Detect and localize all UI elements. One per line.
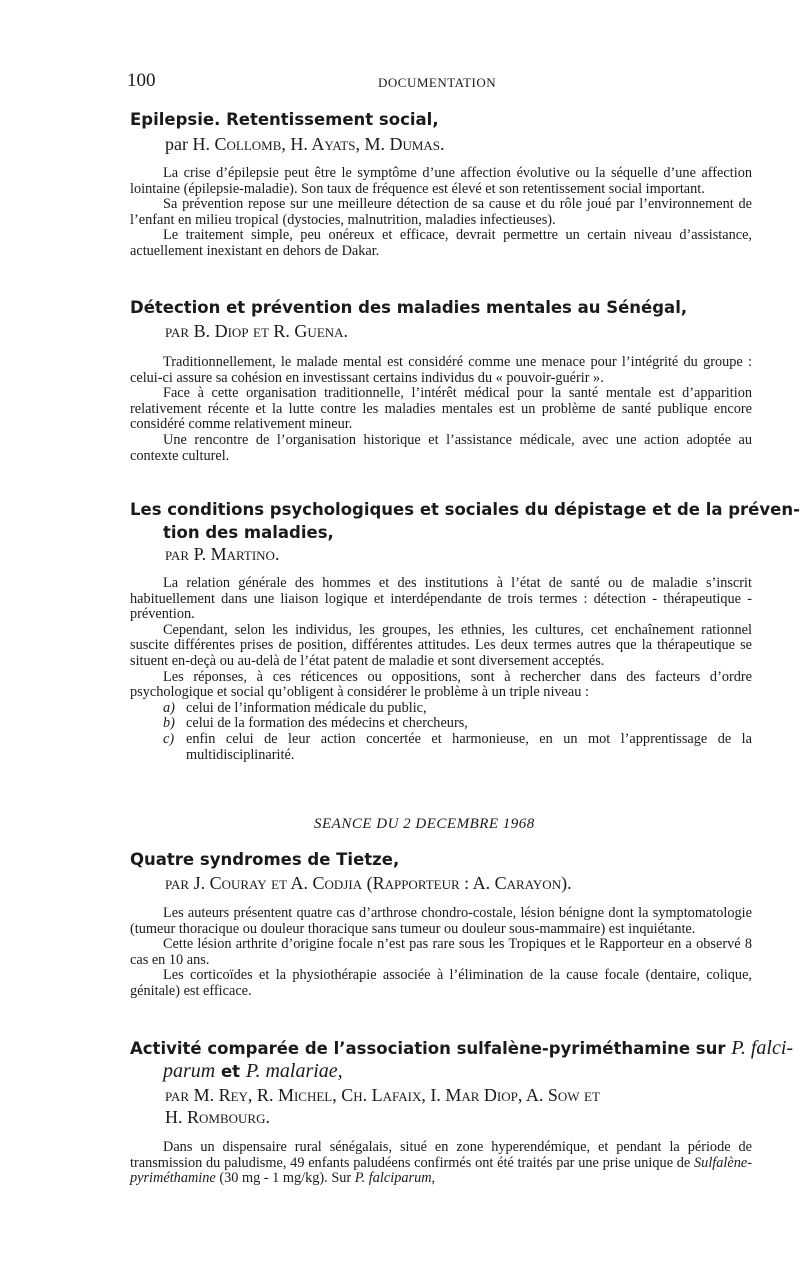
article-title-conditions-line2: tion des maladies, bbox=[163, 523, 334, 542]
paragraph: La relation générale des hommes et des institutions à l’état de santé ou de maladie s’inscrit habituellement dans une liaison logique et interdépendante de trois termes : détection - thérapeutique - prévention. bbox=[130, 575, 752, 623]
article-authors-detection: par B. Diop et R. Guena. bbox=[165, 321, 349, 341]
page-number: 100 bbox=[127, 70, 156, 91]
article-body-activite bbox=[130, 1140, 752, 1187]
article-authors-activite-line2: H. Rombourg. bbox=[165, 1107, 270, 1127]
article-body-detection bbox=[130, 355, 752, 464]
article-title-conditions: Les conditions psychologiques et sociales du dépistage et de la préven- bbox=[130, 500, 800, 519]
list-item-c: c) enfin celui de leur action concertée et harmonieuse, en un mot l’apprentissage de la multidisciplinarité. bbox=[163, 730, 752, 763]
paragraph: Dans un dispensaire rural sénégalais, situé en zone hyperendémique, et pendant la période de transmission du paludisme, 49 enfants paludéens confirmés ont été traités par une prise unique de Sulfalène-pyriméthamine (30 mg - 1 mg/kg). Sur P. falciparum, bbox=[130, 1139, 752, 1187]
article-body-tietze bbox=[130, 906, 752, 1000]
article-body-epilepsie bbox=[130, 166, 752, 260]
article-title-detection: Détection et prévention des maladies mentales au Sénégal, bbox=[130, 298, 688, 317]
paragraph: Le traitement simple, peu onéreux et efficace, devrait permettre un certain niveau d’assistance, actuellement inexistant en dehors de Dakar. bbox=[130, 227, 752, 259]
article-authors-activite: par M. Rey, R. Michel, Ch. Lafaix, I. Mar Diop, A. Sow et bbox=[165, 1085, 600, 1105]
article-title-tietze: Quatre syndromes de Tietze, bbox=[130, 850, 400, 869]
paragraph: Face à cette organisation traditionnelle, l’intérêt médical pour la santé mentale est d’apparition relativement récente et la lutte contre les maladies mentales est un problème de santé publique encore considéré comme relativement mineur. bbox=[130, 385, 752, 433]
article-title-epilepsie: Epilepsie. Retentissement social, bbox=[130, 110, 439, 129]
list-item-b: b) celui de la formation des médecins et chercheurs, bbox=[163, 715, 468, 732]
paragraph: Cette lésion arthrite d’origine focale n’est pas rare sous les Tropiques et le Rapporteur en a observé 8 cas en 10 ans. bbox=[130, 936, 752, 968]
article-body-conditions bbox=[130, 576, 752, 763]
paragraph: Cependant, selon les individus, les groupes, les ethnies, les cultures, cet enchaînement rationnel suscite différentes prises de position, différentes attitudes. Les deux termes autres que la thérapeutique se situent en-deçà ou au-delà de l’état patent de maladie et sont diversement acceptés. bbox=[130, 621, 752, 669]
article-authors-conditions: par P. Martino. bbox=[165, 544, 280, 564]
paragraph: Une rencontre de l’organisation historique et l’assistance médicale, avec une action adoptée au contexte culturel. bbox=[130, 431, 752, 464]
article-authors-tietze: par J. Couray et A. Codjia (Rapporteur : A. Carayon). bbox=[165, 873, 572, 893]
paragraph: La crise d’épilepsie peut être le symptôme d’une affection évolutive ou la séquelle d’une affection lointaine (épilepsie-maladie). Son taux de fréquence est élevé et son retentissement social important. bbox=[130, 165, 752, 197]
list-item-a: a) celui de l’information médicale du public, bbox=[163, 699, 427, 716]
paragraph: Sa prévention repose sur une meilleure détection de sa cause et du rôle joué par l’environnement de l’enfant en milieu tropical (dystocies, malnutrition, maladies infectieuses). bbox=[130, 196, 752, 228]
paragraph: Les réponses, à ces réticences ou oppositions, sont à rechercher dans des facteurs d’ordre psychologique et social qu’obligent à considérer le problème à un triple niveau : bbox=[130, 668, 752, 701]
session-heading: SEANCE DU 2 DECEMBRE 1968 bbox=[314, 816, 535, 832]
running-title: DOCUMENTATION bbox=[378, 75, 497, 90]
paragraph: Les corticoïdes et la physiothérapie associée à l’élimination de la cause focale (dentaire, colique, génitale) est efficace. bbox=[130, 967, 752, 999]
article-title-activite-line2: parum et P. malariae, bbox=[163, 1060, 343, 1082]
paragraph: Les auteurs présentent quatre cas d’arthrose chondro-costale, lésion bénigne dont la symptomatologie (tumeur thoracique ou douleur thoracique sans tumeur ou douleur sous-mammaire) est inquiétante. bbox=[130, 905, 752, 937]
article-authors-epilepsie: par H. Collomb, H. Ayats, M. Dumas. bbox=[165, 134, 445, 154]
article-title-activite: Activité comparée de l’association sulfalène-pyriméthamine sur P. falci- bbox=[130, 1037, 794, 1059]
paragraph: Traditionnellement, le malade mental est considéré comme une menace pour l’intégrité du groupe : celui-ci assure sa cohésion en investissant certains individus du « pouvoir-guérir ». bbox=[130, 354, 752, 386]
